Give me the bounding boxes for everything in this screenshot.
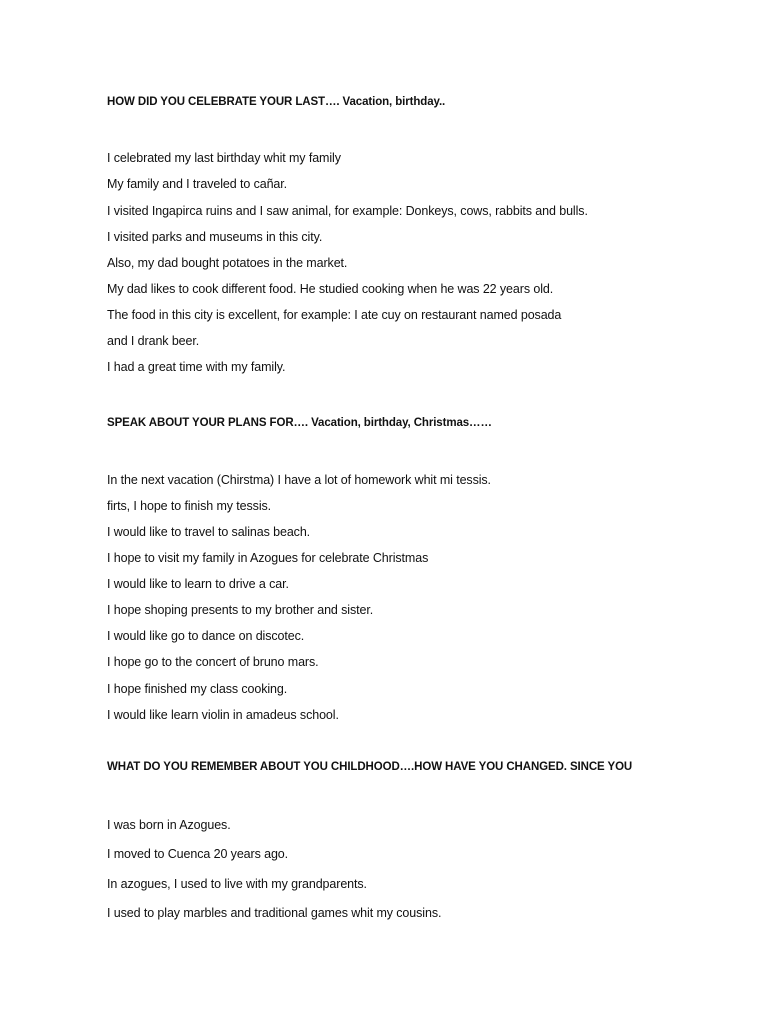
- paragraph-line: I moved to Cuenca 20 years ago.: [107, 847, 289, 861]
- paragraph-line: I hope to visit my family in Azogues for celebrate Christmas: [107, 551, 429, 565]
- paragraph-line: I visited parks and museums in this city.: [107, 230, 323, 244]
- section-heading-childhood: WHAT DO YOU REMEMBER ABOUT YOU CHILDHOOD….HOW HAVE YOU CHANGED. SINCE YOU: [107, 761, 633, 773]
- section-heading-celebrate: HOW DID YOU CELEBRATE YOUR LAST…. Vacation, birthday..: [107, 96, 446, 108]
- paragraph-line: I hope go to the concert of bruno mars.: [107, 655, 319, 669]
- paragraph-line: I had a great time with my family.: [107, 360, 286, 374]
- paragraph-line: I would like to learn to drive a car.: [107, 577, 289, 591]
- paragraph-line: The food in this city is excellent, for example: I ate cuy on restaurant named posada: [107, 308, 562, 322]
- paragraph-line: I hope shoping presents to my brother and sister.: [107, 603, 374, 617]
- paragraph-line: and I drank beer.: [107, 334, 200, 348]
- paragraph-line: My dad likes to cook different food. He studied cooking when he was 22 years old.: [107, 282, 554, 296]
- section-heading-plans: SPEAK ABOUT YOUR PLANS FOR…. Vacation, birthday, Christmas……: [107, 417, 492, 429]
- paragraph-line: My family and I traveled to cañar.: [107, 177, 288, 191]
- paragraph-line: I celebrated my last birthday whit my family: [107, 151, 341, 165]
- paragraph-line: firts, I hope to finish my tessis.: [107, 499, 272, 513]
- paragraph-line: In the next vacation (Chirstma) I have a lot of homework whit mi tessis.: [107, 473, 491, 487]
- paragraph-line: I would like learn violin in amadeus school.: [107, 708, 339, 722]
- paragraph-line: In azogues, I used to live with my grandparents.: [107, 877, 367, 891]
- paragraph-line: I visited Ingapirca ruins and I saw animal, for example: Donkeys, cows, rabbits and bulls.: [107, 204, 588, 218]
- paragraph-line: I would like go to dance on discotec.: [107, 629, 305, 643]
- paragraph-line: I hope finished my class cooking.: [107, 682, 288, 696]
- paragraph-line: I used to play marbles and traditional games whit my cousins.: [107, 906, 442, 920]
- paragraph-line: I would like to travel to salinas beach.: [107, 525, 311, 539]
- paragraph-line: Also, my dad bought potatoes in the market.: [107, 256, 348, 270]
- paragraph-line: I was born in Azogues.: [107, 818, 231, 832]
